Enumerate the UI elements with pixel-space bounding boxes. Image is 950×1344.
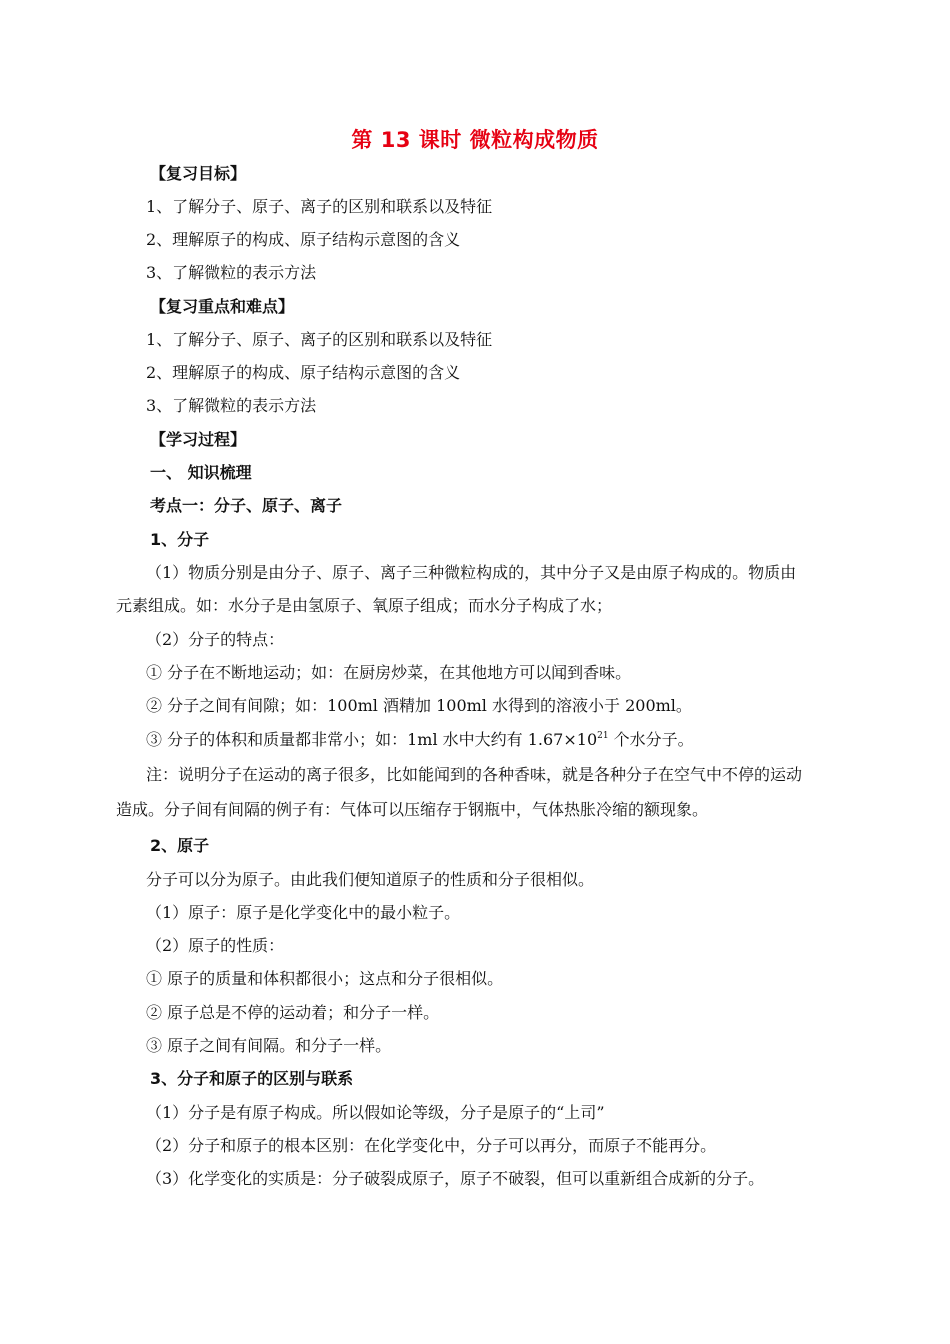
- molecule-paragraph: （1）物质分别是由分子、原子、离子三种微粒构成的，其中分子又是由原子构成的。物质由: [146, 563, 797, 582]
- atom-property-item: ② 原子总是不停的运动着；和分子一样。: [146, 1003, 440, 1022]
- molecule-features-label: （2）分子的特点：: [146, 630, 285, 649]
- feature-text-end: 个水分子。: [608, 730, 694, 749]
- difference-heading: 3、分子和原子的区别与联系: [150, 1069, 354, 1088]
- difference-item: （2）分子和原子的根本区别：在化学变化中，分子可以再分，而原子不能再分。: [146, 1136, 717, 1155]
- review-goals-heading: 【复习目标】: [150, 164, 247, 183]
- molecule-paragraph-cont: 元素组成。如：水分子是由氢原子、氧原子组成；而水分子构成了水；: [116, 596, 613, 615]
- kaodian-heading: 考点一：分子、原子、离子: [150, 496, 343, 515]
- knowledge-summary-heading: 一、 知识梳理: [150, 463, 252, 482]
- atom-intro: 分子可以分为原子。由此我们便知道原子的性质和分子很相似。: [146, 870, 595, 889]
- molecule-note-cont: 造成。分子间有间隔的例子有：气体可以压缩存于钢瓶中，气体热胀冷缩的额现象。: [116, 800, 709, 819]
- molecule-feature-item: [146, 730, 694, 750]
- key-point-item: 1、了解分子、原子、离子的区别和联系以及特征: [146, 330, 493, 349]
- difference-item: （1）分子是有原子构成。所以假如论等级，分子是原子的“上司”: [146, 1103, 605, 1122]
- atom-definition: （1）原子：原子是化学变化中的最小粒子。: [146, 903, 461, 922]
- atom-heading: 2、原子: [150, 836, 210, 855]
- feature-text: ③ 分子的体积和质量都非常小；如：1ml 水中大约有 1.67×10: [146, 730, 598, 749]
- review-goal-item: 2、理解原子的构成、原子结构示意图的含义: [146, 230, 461, 249]
- atom-properties-label: （2）原子的性质：: [146, 936, 285, 955]
- key-point-item: 2、理解原子的构成、原子结构示意图的含义: [146, 363, 461, 382]
- molecule-heading: 1、分子: [150, 530, 210, 549]
- process-heading: 【学习过程】: [150, 430, 247, 449]
- molecule-feature-item: ② 分子之间有间隙；如：100ml 酒精加 100ml 水得到的溶液小于 200ml。: [146, 696, 692, 715]
- atom-property-item: ① 原子的质量和体积都很小；这点和分子很相似。: [146, 969, 504, 988]
- difference-item: （3）化学变化的实质是：分子破裂成原子，原子不破裂，但可以重新组合成新的分子。: [146, 1169, 765, 1188]
- exponent: 21: [597, 731, 609, 741]
- key-points-heading: 【复习重点和难点】: [150, 297, 295, 316]
- review-goal-item: 1、了解分子、原子、离子的区别和联系以及特征: [146, 197, 493, 216]
- review-goal-item: 3、了解微粒的表示方法: [146, 263, 317, 282]
- page-title: 第 13 课时 微粒构成物质: [351, 128, 599, 152]
- molecule-note: 注：说明分子在运动的离子很多，比如能闻到的各种香味，就是各种分子在空气中不停的运动: [146, 765, 803, 784]
- atom-property-item: ③ 原子之间有间隔。和分子一样。: [146, 1036, 392, 1055]
- key-point-item: 3、了解微粒的表示方法: [146, 396, 317, 415]
- molecule-feature-item: ① 分子在不断地运动；如：在厨房炒菜，在其他地方可以闻到香味。: [146, 663, 632, 682]
